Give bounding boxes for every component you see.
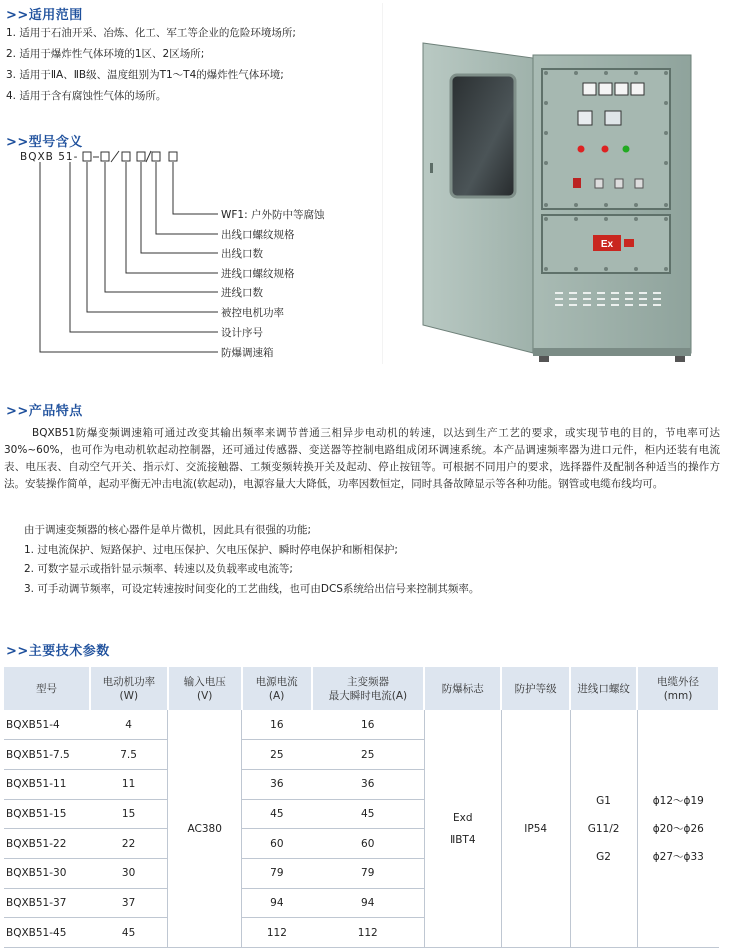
cell-model: BQXB51-30 (4, 858, 90, 888)
code-box (83, 152, 91, 161)
scope-item: 4. 适用于含有腐蚀性气体的场所。 (6, 90, 167, 102)
meter (615, 83, 628, 95)
cell-power: 22 (90, 829, 168, 859)
model-label: 进线口螺纹规格 (221, 268, 295, 280)
cabinet-base (533, 348, 691, 356)
features-paragraph: 由于调速变频器的核心器件是单片微机，因此具有很强的功能; (24, 524, 312, 536)
cell-model: BQXB51-4 (4, 710, 90, 740)
header-current: 电源电流 (A) (242, 667, 312, 710)
door-hinge (430, 163, 433, 173)
meter (631, 83, 644, 95)
cell-thread: G1 G11/2 G2 (570, 710, 637, 948)
cell-inverter: 60 (312, 829, 425, 859)
cell-inverter: 112 (312, 918, 425, 948)
model-code-diagram (0, 0, 380, 370)
leader-line (40, 162, 218, 352)
header-power: 电动机功率 (W) (90, 667, 168, 710)
cell-current: 60 (242, 829, 312, 859)
scope-item: 3. 适用于ⅡA、ⅡB级、温度组别为T1～T4的爆炸性气体环境; (6, 69, 284, 81)
features-title: >>产品特点 (6, 404, 83, 419)
header-cable: 电缆外径 (mm) (637, 667, 719, 710)
spec-table (4, 667, 720, 948)
leader-line (156, 162, 218, 234)
cell-current: 16 (242, 710, 312, 740)
leader-line (173, 162, 218, 214)
cabinet-photo (382, 3, 724, 364)
meter (599, 83, 612, 95)
cell-power: 37 (90, 888, 168, 918)
indicator-light (623, 146, 630, 153)
cell-current: 45 (242, 799, 312, 829)
features-paragraph: BQXB51防爆变频调速箱可通过改变其输出频率来调节普通三相异步电动机的转速，以达到生产工艺的要求，或实现节电的目的，节电率可达30%~60%，也可作为电动机软起动控制器，还可通过传感器、变送器等控制电路组成闭环调速系统。本产品调速频率器为进口元件，柜内还装有电流表、电压表、自动空气开关、指示灯、交流接触器、工频变频转换开关及起动、停止按钮等。可根据不同用户的要求，选择器件及配制各种适当的操作方法。安装操作简单，起动平衡无冲击电流(软起动)，电源容量大大降低，功率因数恒定，同时具备故障显示等各种功能。钢管或电缆布线均可。 (4, 427, 720, 490)
model-meaning-title: >>型号含义 (6, 135, 83, 150)
table-row (4, 710, 719, 740)
ex-label: Ex (600, 239, 614, 250)
model-label: 被控电机功率 (221, 307, 284, 319)
feature-item: 3. 可手动调节频率，可设定转速按时间变化的工艺曲线，也可由DCS系统给出信号来控制其频率。 (24, 583, 480, 595)
cell-model: BQXB51-15 (4, 799, 90, 829)
scope-title: >>适用范围 (6, 8, 83, 23)
model-label: WF1: 户外防中等腐蚀 (221, 209, 325, 221)
cell-current: 112 (242, 918, 312, 948)
code-box (169, 152, 177, 161)
meter (583, 83, 596, 95)
cabinet-illustration (383, 3, 724, 364)
foot (539, 356, 549, 362)
cell-inverter: 36 (312, 769, 425, 799)
cell-inverter: 25 (312, 740, 425, 770)
code-box (152, 152, 160, 161)
feature-item: 1. 过电流保护、短路保护、过电压保护、欠电压保护、瞬时停电保护和断相保护; (24, 544, 398, 556)
display (605, 111, 621, 125)
cell-protection: IP54 (501, 710, 570, 948)
header-voltage: 输入电压 (V) (168, 667, 242, 710)
cell-cable: ϕ12～ϕ19 ϕ20～ϕ26 ϕ27～ϕ33 (637, 710, 719, 948)
cell-model: BQXB51-37 (4, 888, 90, 918)
code-box (122, 152, 130, 161)
cell-power: 4 (90, 710, 168, 740)
model-label: 出线口螺纹规格 (221, 229, 295, 241)
params-title: >>主要技术参数 (6, 644, 110, 659)
leader-line (87, 162, 218, 312)
indicator-light (602, 146, 609, 153)
cell-current: 94 (242, 888, 312, 918)
ex-tag (624, 239, 634, 247)
model-label: 出线口数 (221, 248, 263, 260)
cell-power: 30 (90, 858, 168, 888)
leader-line (141, 162, 218, 253)
code-box (137, 152, 145, 161)
model-code: BQXB 51- (20, 151, 79, 163)
feature-item: 2. 可数字显示或指针显示频率、转速以及负载率或电流等; (24, 563, 293, 575)
cell-power: 15 (90, 799, 168, 829)
cell-voltage: AC380 (168, 710, 242, 948)
cell-current: 79 (242, 858, 312, 888)
display (578, 111, 592, 125)
header-inverter: 主变频器 最大瞬时电流(A) (312, 667, 425, 710)
header-model: 型号 (4, 667, 90, 710)
cell-inverter: 79 (312, 858, 425, 888)
door-window (451, 75, 515, 197)
model-label: 进线口数 (221, 287, 263, 299)
scope-item: 2. 适用于爆炸性气体环境的1区、2区场所; (6, 48, 205, 60)
cell-current: 25 (242, 740, 312, 770)
cell-power: 7.5 (90, 740, 168, 770)
cell-current: 36 (242, 769, 312, 799)
table-header-row (4, 667, 719, 710)
cell-power: 11 (90, 769, 168, 799)
model-label: 防爆调速箱 (221, 347, 274, 359)
cell-power: 45 (90, 918, 168, 948)
cell-inverter: 16 (312, 710, 425, 740)
leader-line (70, 162, 218, 332)
model-label: 设计序号 (221, 327, 263, 339)
code-box (101, 152, 109, 161)
switch (595, 179, 603, 188)
cell-inverter: 45 (312, 799, 425, 829)
cell-model: BQXB51-22 (4, 829, 90, 859)
switch (635, 179, 643, 188)
header-ex-mark: 防爆标志 (424, 667, 501, 710)
cell-model: BQXB51-11 (4, 769, 90, 799)
switch (573, 178, 581, 188)
header-protection: 防护等级 (501, 667, 570, 710)
cell-model: BQXB51-7.5 (4, 740, 90, 770)
cell-model: BQXB51-45 (4, 918, 90, 948)
leader-line (126, 162, 218, 273)
switch (615, 179, 623, 188)
indicator-light (578, 146, 585, 153)
cell-inverter: 94 (312, 888, 425, 918)
header-thread: 进线口螺纹 (570, 667, 637, 710)
cell-ex-mark: Exd ⅡBT4 (424, 710, 501, 948)
scope-item: 1. 适用于石油开采、冶炼、化工、军工等企业的危险环境场所; (6, 27, 296, 39)
foot (675, 356, 685, 362)
